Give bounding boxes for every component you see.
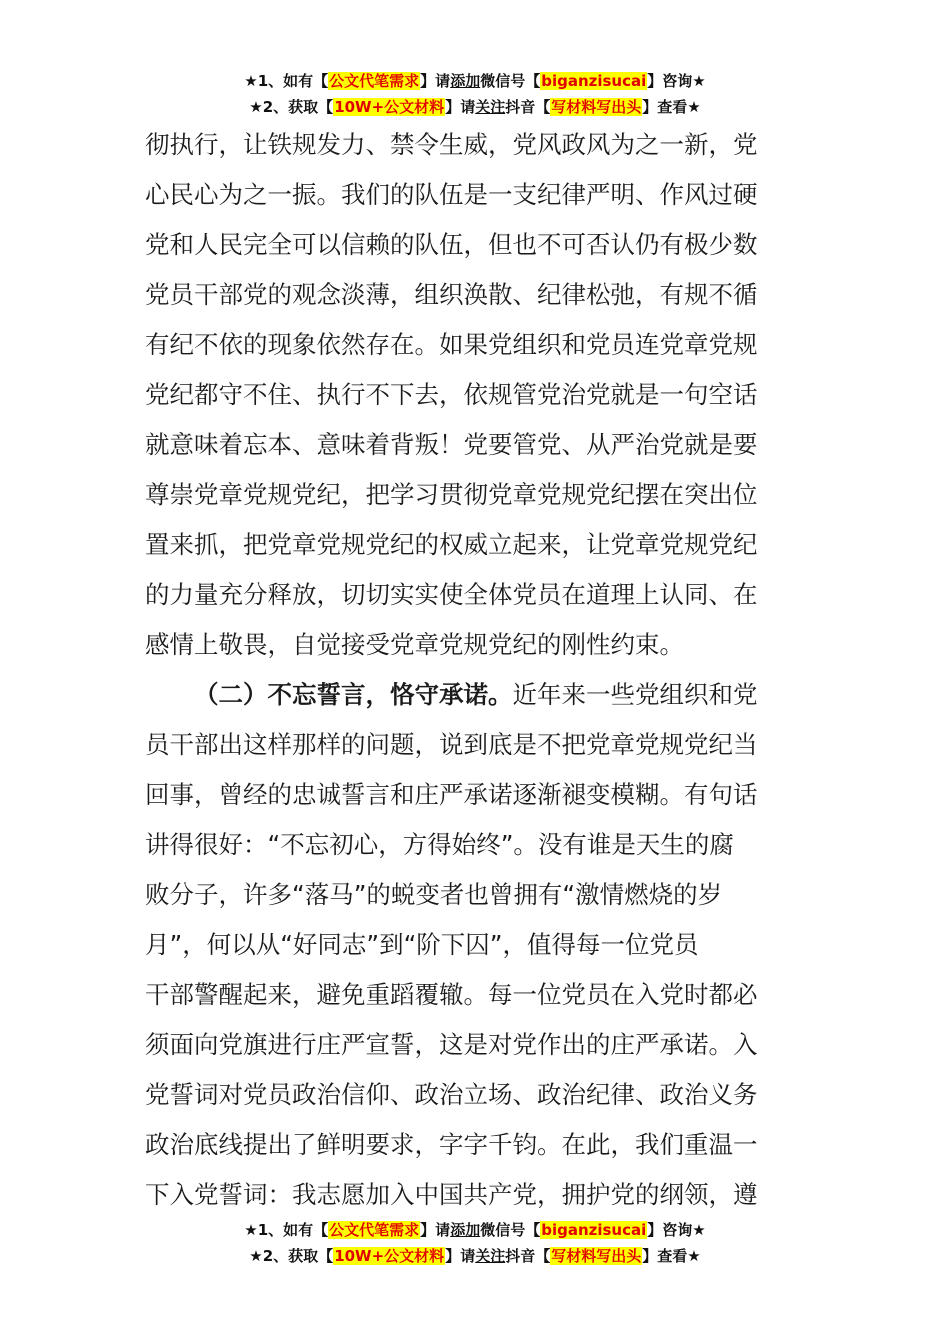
notice-underlined: 关注: [475, 98, 506, 116]
notice-text: 】咨询★: [647, 72, 706, 90]
notice-text: ★2、获取【: [249, 98, 334, 116]
notice-text: 】请: [445, 1247, 476, 1265]
notice-line-2: [0, 94, 950, 120]
highlight-wechat-id: biganzisucai: [541, 72, 647, 90]
body-line: 讲得很好：“不忘初心，方得始终”。没有谁是天生的腐: [145, 830, 734, 859]
body-line: 党誓词对党员政治信仰、政治立场、政治纪律、政治义务: [145, 1080, 758, 1109]
section-2-first-line: [145, 670, 810, 720]
notice-underlined: 添加: [450, 1221, 481, 1239]
body-line: 干部警醒起来，避免重蹈覆辙。每一位党员在入党时都必: [145, 980, 758, 1009]
body-line: 败分子，许多“落马”的蜕变者也曾拥有“激情燃烧的岁: [145, 880, 723, 909]
body-line: 员干部出这样那样的问题，说到底是不把党章党规党纪当: [145, 730, 758, 759]
notice-text: 抖音【: [505, 98, 551, 116]
body-line: 尊崇党章党规党纪，把学习贯彻党章党规党纪摆在突出位: [145, 480, 758, 509]
highlight-service: 公文代笔需求: [329, 72, 420, 90]
body-line: 党纪都守不住、执行不下去，依规管党治党就是一句空话: [145, 380, 758, 409]
section-2-heading: （二）不忘誓言，恪守承诺。: [194, 680, 513, 709]
body-line: 月”，何以从“好同志”到“阶下囚”，值得每一位党员: [145, 930, 699, 959]
body-line: 回事，曾经的忠诚誓言和庄严承诺逐渐褪变模糊。有句话: [145, 780, 758, 809]
notice-line-1: [0, 68, 950, 94]
body-line: 政治底线提出了鲜明要求，字字千钧。在此，我们重温一: [145, 1130, 758, 1159]
notice-text: ★1、如有【: [244, 72, 329, 90]
notice-text: 】请: [420, 1221, 451, 1239]
body-line: 彻执行，让铁规发力、禁令生威，党风政风为之一新，党: [145, 130, 758, 159]
body-line: 党员干部党的观念淡薄，组织涣散、纪律松弛，有规不循: [145, 280, 758, 309]
notice-line-1: [0, 1217, 950, 1243]
body-line: 感情上敬畏，自觉接受党章党规党纪的刚性约束。: [145, 630, 684, 659]
notice-text: 】咨询★: [647, 1221, 706, 1239]
body-line: 有纪不依的现象依然存在。如果党组织和党员连党章党规: [145, 330, 758, 359]
body-line: 党和人民完全可以信赖的队伍，但也不可否认仍有极少数: [145, 230, 758, 259]
body-line: 心民心为之一振。我们的队伍是一支纪律严明、作风过硬: [145, 180, 758, 209]
body-line: 须面向党旗进行庄严宣誓，这是对党作出的庄严承诺。入: [145, 1030, 758, 1059]
body-line: 的力量充分释放，切切实实使全体党员在道理上认同、在: [145, 580, 758, 609]
document-body: [145, 120, 810, 1220]
body-line: 置来抓，把党章党规党纪的权威立起来，让党章党规党纪: [145, 530, 758, 559]
highlight-service: 公文代笔需求: [329, 1221, 420, 1239]
body-line: 就意味着忘本、意味着背叛！党要管党、从严治党就是要: [145, 430, 758, 459]
footer-notice: [0, 1217, 950, 1269]
highlight-materials: 10W+公文材料: [334, 1247, 445, 1265]
header-notice: [0, 68, 950, 120]
notice-text: 微信号【: [480, 72, 541, 90]
highlight-wechat-id: biganzisucai: [541, 1221, 647, 1239]
body-line: 下入党誓词：我志愿加入中国共产党，拥护党的纲领，遵: [145, 1180, 758, 1209]
notice-underlined: 关注: [475, 1247, 506, 1265]
notice-text: ★1、如有【: [244, 1221, 329, 1239]
highlight-materials: 10W+公文材料: [334, 98, 445, 116]
highlight-douyin-id: 写材料写出头: [551, 1247, 642, 1265]
notice-text: ★2、获取【: [249, 1247, 334, 1265]
notice-line-2: [0, 1243, 950, 1269]
body-text: 近年来一些党组织和党: [512, 680, 758, 709]
notice-text: 】查看★: [642, 1247, 701, 1265]
notice-text: 微信号【: [480, 1221, 541, 1239]
notice-underlined: 添加: [450, 72, 481, 90]
highlight-douyin-id: 写材料写出头: [551, 98, 642, 116]
notice-text: 】查看★: [642, 98, 701, 116]
notice-text: 抖音【: [505, 1247, 551, 1265]
notice-text: 】请: [445, 98, 476, 116]
notice-text: 】请: [420, 72, 451, 90]
